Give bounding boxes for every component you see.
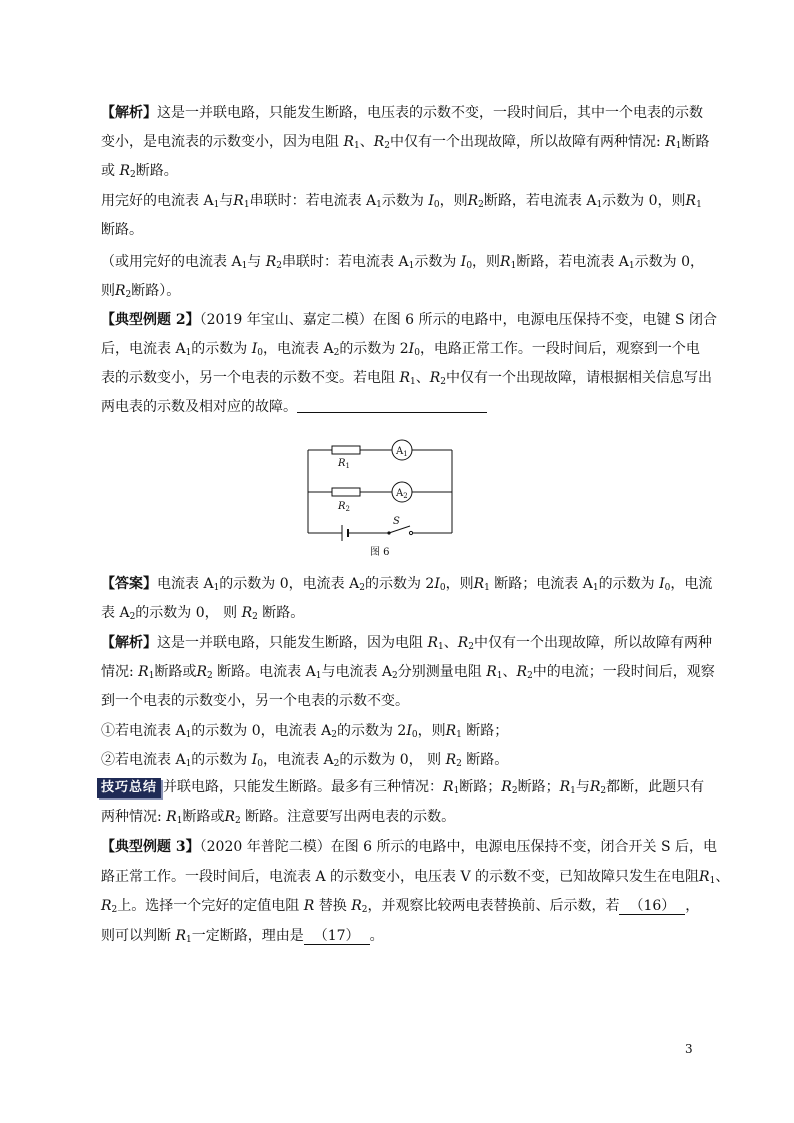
example3-line2: 路正常工作。一段时间后，电流表 A 的示数变小，电压表 V 的示数不变，已知故障只发生在电阻$R_1$、 xyxy=(101,869,730,886)
r2-label: $R_2$ xyxy=(338,501,350,513)
r1-label: $R_1$ xyxy=(338,458,350,470)
example3-line3: $R_2$上。选择一个完好的定值电阻 R 替换 $R_2$，并观察比较两电表替换前、后示数，若 （16） ， xyxy=(101,898,700,915)
battery-symbol xyxy=(342,525,348,541)
example3-line1: 【典型例题 3】（2020 年普陀二模）在图 6 所示的电路中，电源电压保持不变，闭合开关 S 后，电 xyxy=(101,839,718,855)
circuit-figure-6 xyxy=(300,435,470,565)
tips-line1: 技巧总结 并联电路，只能发生断路。最多有三种情况：$R_1$断路；$R_2$断路；$R_1$与$R_2$都断，此题只有 xyxy=(97,776,697,798)
tips-line2: 两种情况: $R_1$断路或$R_2$ 断路。注意要写出两电表的示数。 xyxy=(101,809,456,826)
example3-line4: 则可以判断 $R_1$一定断路，理由是 （17） 。 xyxy=(101,928,384,945)
para2-line2: 断路。 xyxy=(101,222,143,238)
answer2-line2: 表 $A_2$的示数为 0， 则 $R_2$ 断路。 xyxy=(101,605,305,622)
switch-label: S xyxy=(393,516,400,527)
analysis2-case2: ②若电流表 $A_1$的示数为 $I_0$，电流表 $A_2$的示数为 0， 则 $R_2$ 断路。 xyxy=(101,752,509,769)
answer2-line1: 【答案】电流表 $A_1$的示数为 0，电流表 $A_2$的示数为 $2I_0$，则$R_1$ 断路；电流表 $A_1$的示数为 $I_0$，电流 xyxy=(101,576,713,593)
analysis2-case1: ①若电流表 $A_1$的示数为 0，电流表 $A_2$的示数为 $2I_0$，则$R_1$ 断路； xyxy=(101,723,509,740)
blank-17: （17） xyxy=(304,928,370,945)
page-number: 3 xyxy=(685,1042,693,1056)
example2-line1: 【典型例题 2】（2019 年宝山、嘉定二模）在图 6 所示的电路中，电源电压保持不变，电键 S 闭合 xyxy=(101,312,718,328)
analysis2-line1: 【解析】这是一并联电路，只能发生断路，因为电阻 $R_1$、$R_2$中仅有一个出现故障，所以故障有两种 xyxy=(101,635,713,652)
para3-line1: （或用完好的电流表 $A_1$与 $R_2$串联时：若电流表 $A_1$示数为 $I_0$，则$R_1$断路，若电流表 $A_1$示数为 0， xyxy=(101,254,704,271)
analysis2-line2: 情况: $R_1$断路或$R_2$ 断路。电流表 $A_1$与电流表 $A_2$分别测量电阻 $R_1$、$R_2$中的电流；一段时间后，观察 xyxy=(101,664,715,681)
tips-badge: 技巧总结 xyxy=(97,778,161,798)
figure-caption: 图 6 xyxy=(370,547,390,558)
blank-16: （16） xyxy=(619,898,685,915)
answer-blank xyxy=(297,398,487,413)
analysis1-line3: 或 $R_2$断路。 xyxy=(101,163,178,180)
a1-label: $A_1$ xyxy=(396,446,408,458)
para3-line2: 则$R_2$断路）。 xyxy=(101,283,181,300)
switch-symbol xyxy=(387,526,412,535)
resistor-r1-symbol xyxy=(332,446,360,454)
analysis1-line2: 变小，是电流表的示数变小，因为电阻 $R_1$、$R_2$中仅有一个出现故障，所以故障有两种情况: $R_1$断路 xyxy=(101,134,710,151)
analysis1-line1: 【解析】这是一并联电路，只能发生断路，电压表的示数不变，一段时间后，其中一个电表的示数 xyxy=(101,105,703,121)
example2-line2: 后，电流表 $A_1$的示数为 $I_0$，电流表 $A_2$的示数为 $2I_0$，电路正常工作。一段时间后，观察到一个电 xyxy=(101,341,700,358)
a2-label: $A_2$ xyxy=(396,488,408,500)
resistor-r2-symbol xyxy=(332,488,360,496)
analysis2-line3: 到一个电表的示数变小，另一个电表的示数不变。 xyxy=(101,693,409,709)
example2-line4: 两电表的示数及相对应的故障。 xyxy=(101,396,701,418)
para2-line1: 用完好的电流表 $A_1$与$R_1$串联时：若电流表 $A_1$示数为 $I_0$，则$R_2$断路，若电流表 $A_1$示数为 0，则$R_1$ xyxy=(101,193,702,210)
example2-line3: 表的示数变小，另一个电表的示数不变。若电阻 $R_1$、$R_2$中仅有一个出现故障，请根据相关信息写出 xyxy=(101,370,713,387)
